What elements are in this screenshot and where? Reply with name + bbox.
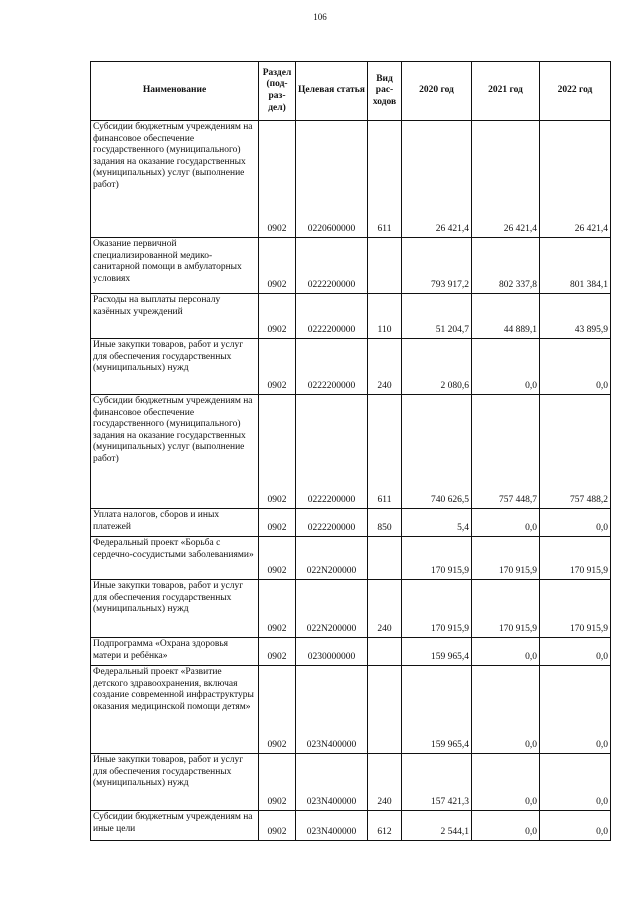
row-name: Федеральный проект «Развитие детского здравоохранения, включая создание современной инфраструктуры оказания медицинской помощи детям» xyxy=(91,666,259,754)
row-section: 0902 xyxy=(259,294,296,339)
row-section: 0902 xyxy=(259,638,296,666)
header-expense-type: Вид рас-ходов xyxy=(368,62,402,121)
row-name: Подпрограмма «Охрана здоровья матери и ребёнка» xyxy=(91,638,259,666)
row-value-2022: 801 384,1 xyxy=(540,238,611,294)
row-section: 0902 xyxy=(259,666,296,754)
row-name: Субсидии бюджетным учреждениям на иные цели xyxy=(91,811,259,841)
row-section: 0902 xyxy=(259,509,296,537)
budget-table xyxy=(90,61,611,841)
page-number: 106 xyxy=(313,12,327,22)
row-value-2020: 26 421,4 xyxy=(402,121,472,238)
row-name: Расходы на выплаты персоналу казённых учреждений xyxy=(91,294,259,339)
row-value-2020: 159 965,4 xyxy=(402,666,472,754)
table-row xyxy=(91,666,611,754)
row-expense-type xyxy=(368,638,402,666)
row-name: Оказание первичной специализированной медико-санитарной помощи в амбулаторных условиях xyxy=(91,238,259,294)
row-section: 0902 xyxy=(259,754,296,811)
row-value-2021: 0,0 xyxy=(472,509,540,537)
table-row xyxy=(91,339,611,395)
row-target: 0222200000 xyxy=(296,509,368,537)
row-value-2021: 0,0 xyxy=(472,754,540,811)
row-target: 0222200000 xyxy=(296,339,368,395)
row-value-2020: 170 915,9 xyxy=(402,537,472,580)
header-name: Наименование xyxy=(91,62,259,121)
table-row xyxy=(91,294,611,339)
row-target: 023N400000 xyxy=(296,811,368,841)
row-expense-type: 240 xyxy=(368,754,402,811)
row-value-2020: 157 421,3 xyxy=(402,754,472,811)
header-2022: 2022 год xyxy=(540,62,611,121)
row-value-2021: 0,0 xyxy=(472,638,540,666)
row-value-2021: 44 889,1 xyxy=(472,294,540,339)
row-value-2020: 5,4 xyxy=(402,509,472,537)
header-target-article: Целевая статья xyxy=(296,62,368,121)
row-value-2020: 159 965,4 xyxy=(402,638,472,666)
row-target: 023N400000 xyxy=(296,666,368,754)
row-value-2020: 740 626,5 xyxy=(402,395,472,509)
row-value-2020: 2 080,6 xyxy=(402,339,472,395)
row-target: 023N400000 xyxy=(296,754,368,811)
row-expense-type: 612 xyxy=(368,811,402,841)
row-value-2021: 0,0 xyxy=(472,811,540,841)
table-header-row xyxy=(91,62,611,121)
row-value-2022: 170 915,9 xyxy=(540,537,611,580)
row-expense-type xyxy=(368,537,402,580)
row-expense-type: 240 xyxy=(368,580,402,638)
row-section: 0902 xyxy=(259,339,296,395)
row-name: Иные закупки товаров, работ и услуг для обеспечения государственных (муниципальных) нужд xyxy=(91,754,259,811)
table-row xyxy=(91,395,611,509)
table-row xyxy=(91,238,611,294)
row-expense-type: 240 xyxy=(368,339,402,395)
row-value-2022: 0,0 xyxy=(540,509,611,537)
header-section: Раздел (под-раз-дел) xyxy=(259,62,296,121)
row-value-2022: 0,0 xyxy=(540,339,611,395)
row-value-2021: 170 915,9 xyxy=(472,537,540,580)
row-expense-type xyxy=(368,666,402,754)
table-body xyxy=(91,121,611,841)
table-row xyxy=(91,537,611,580)
row-value-2022: 757 488,2 xyxy=(540,395,611,509)
row-value-2022: 170 915,9 xyxy=(540,580,611,638)
row-target: 0222200000 xyxy=(296,395,368,509)
header-2020: 2020 год xyxy=(402,62,472,121)
row-expense-type: 611 xyxy=(368,395,402,509)
row-value-2021: 0,0 xyxy=(472,666,540,754)
row-value-2020: 51 204,7 xyxy=(402,294,472,339)
row-value-2021: 170 915,9 xyxy=(472,580,540,638)
row-name: Уплата налогов, сборов и иных платежей xyxy=(91,509,259,537)
row-section: 0902 xyxy=(259,395,296,509)
row-value-2022: 26 421,4 xyxy=(540,121,611,238)
row-expense-type: 850 xyxy=(368,509,402,537)
row-value-2020: 2 544,1 xyxy=(402,811,472,841)
row-value-2021: 757 448,7 xyxy=(472,395,540,509)
row-value-2021: 0,0 xyxy=(472,339,540,395)
row-section: 0902 xyxy=(259,121,296,238)
row-name: Иные закупки товаров, работ и услуг для обеспечения государственных (муниципальных) нужд xyxy=(91,580,259,638)
row-name: Иные закупки товаров, работ и услуг для обеспечения государственных (муниципальных) нужд xyxy=(91,339,259,395)
row-target: 022N200000 xyxy=(296,580,368,638)
row-section: 0902 xyxy=(259,238,296,294)
row-value-2022: 0,0 xyxy=(540,811,611,841)
row-target: 022N200000 xyxy=(296,537,368,580)
row-value-2022: 0,0 xyxy=(540,638,611,666)
row-expense-type xyxy=(368,238,402,294)
row-section: 0902 xyxy=(259,811,296,841)
table-row xyxy=(91,580,611,638)
row-value-2020: 793 917,2 xyxy=(402,238,472,294)
row-target: 0222200000 xyxy=(296,294,368,339)
table-row xyxy=(91,811,611,841)
row-value-2021: 26 421,4 xyxy=(472,121,540,238)
row-name: Федеральный проект «Борьба с сердечно-сосудистыми заболеваниями» xyxy=(91,537,259,580)
row-value-2022: 0,0 xyxy=(540,666,611,754)
row-target: 0230000000 xyxy=(296,638,368,666)
row-name: Субсидии бюджетным учреждениям на финансовое обеспечение государственного (муниципального) задания на оказание государственных (муниципальных) услуг (выполнение работ) xyxy=(91,395,259,509)
table-row xyxy=(91,754,611,811)
header-2021: 2021 год xyxy=(472,62,540,121)
row-target: 0220600000 xyxy=(296,121,368,238)
row-name: Субсидии бюджетным учреждениям на финансовое обеспечение государственного (муниципального) задания на оказание государственных (муниципальных) услуг (выполнение работ) xyxy=(91,121,259,238)
row-value-2021: 802 337,8 xyxy=(472,238,540,294)
row-value-2022: 43 895,9 xyxy=(540,294,611,339)
row-section: 0902 xyxy=(259,537,296,580)
row-section: 0902 xyxy=(259,580,296,638)
table-row xyxy=(91,509,611,537)
row-expense-type: 611 xyxy=(368,121,402,238)
row-target: 0222200000 xyxy=(296,238,368,294)
table-row xyxy=(91,638,611,666)
row-value-2020: 170 915,9 xyxy=(402,580,472,638)
table-row xyxy=(91,121,611,238)
row-value-2022: 0,0 xyxy=(540,754,611,811)
row-expense-type: 110 xyxy=(368,294,402,339)
